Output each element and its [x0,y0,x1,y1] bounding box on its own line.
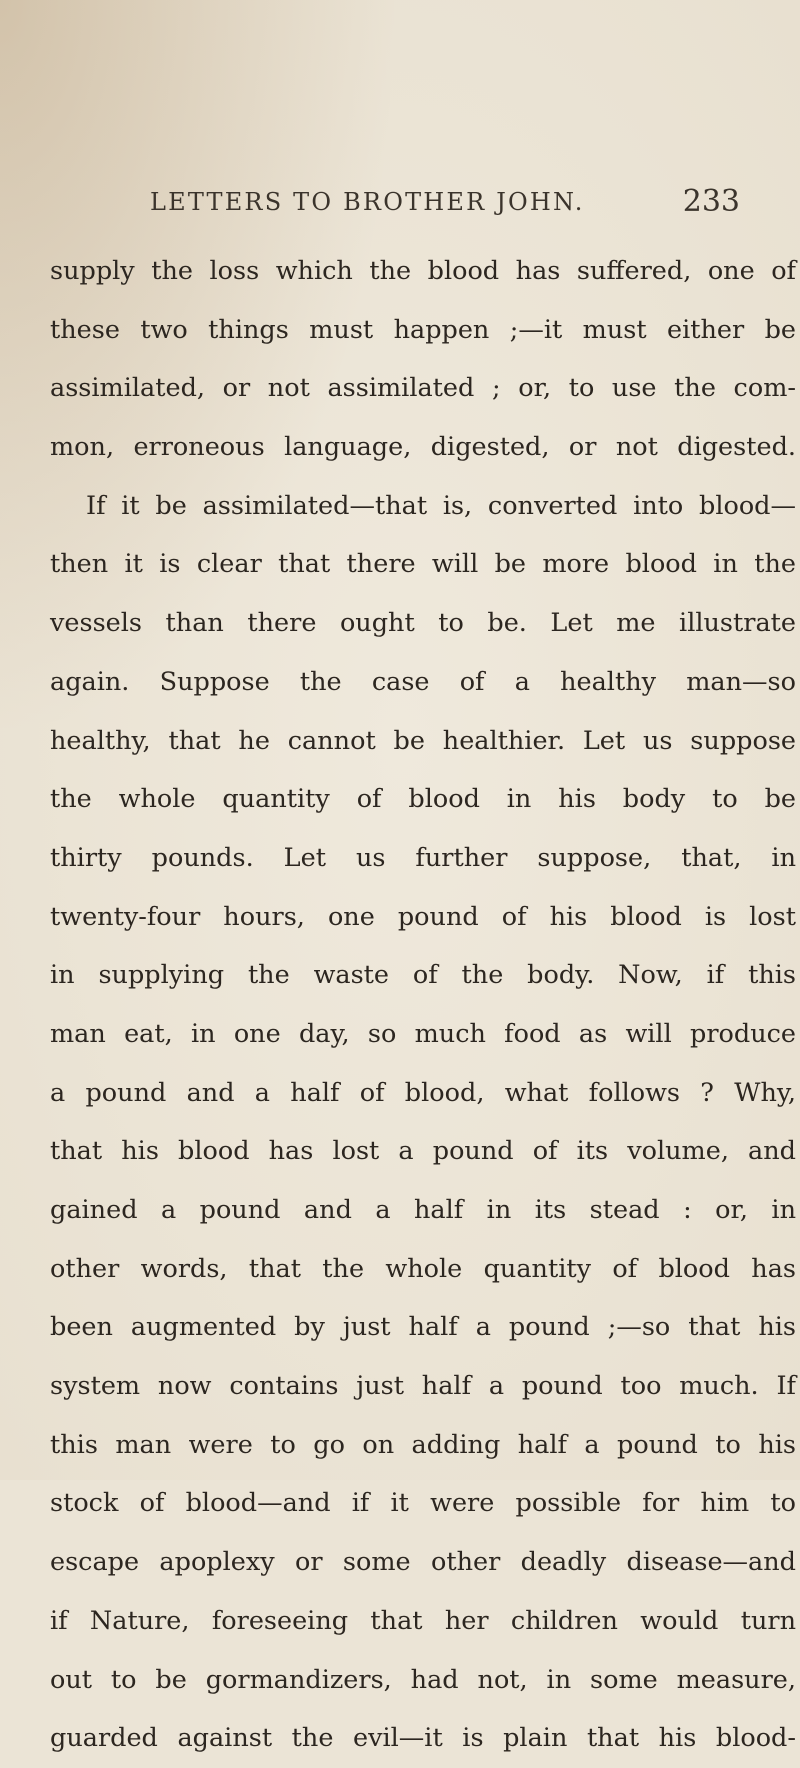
text-line: this man were to go on adding half a pound to his [50,1429,796,1460]
text-line: assimilated, or not assimilated ; or, to use the com- [50,373,796,404]
text-line: supply the loss which the blood has suffered, one of [50,256,796,286]
text-line: mon, erroneous language, digested, or not digested. [50,432,796,463]
text-line: If it be assimilated—that is, converted into blood— [86,490,796,521]
text-line: guarded against the evil—it is plain that his blood- [50,1723,796,1754]
text-line: healthy, that he cannot be healthier. Let us suppose [50,725,796,756]
text-line: system now contains just half a pound too much. If [50,1371,796,1402]
text-line: gained a pound and a half in its stead : or, in [50,1195,796,1225]
running-head: LETTERS TO BROTHER JOHN. [150,188,585,216]
page-number: 233 [682,184,740,219]
text-line: out to be gormandizers, had not, in some measure, [50,1664,796,1695]
text-line: other words, that the whole quantity of blood has [50,1253,796,1284]
text-line: escape apoplexy or some other deadly disease—and [50,1547,796,1578]
text-line: vessels than there ought to be. Let me illustrate [50,608,796,639]
body-text [50,242,800,1768]
text-line: these two things must happen ;—it must either be [50,314,796,345]
text-line: been augmented by just half a pound ;—so that his [50,1312,796,1343]
text-line: if Nature, foreseeing that her children would turn [50,1605,796,1636]
text-line: man eat, in one day, so much food as will produce [50,1018,796,1049]
text-line: that his blood has lost a pound of its volume, and [50,1136,796,1167]
text-line: stock of blood—and if it were possible for him to [50,1488,796,1519]
text-line: again. Suppose the case of a healthy man—so [50,666,796,697]
page-header [150,184,740,228]
text-line: twenty-four hours, one pound of his blood is lost [50,901,796,932]
text-line: then it is clear that there will be more blood in the [50,549,796,580]
text-line: thirty pounds. Let us further suppose, that, in [50,842,796,873]
text-line: in supplying the waste of the body. Now, if this [50,960,796,991]
text-line: the whole quantity of blood in his body to be [50,784,796,815]
text-line: a pound and a half of blood, what follows ? Why, [50,1077,796,1108]
